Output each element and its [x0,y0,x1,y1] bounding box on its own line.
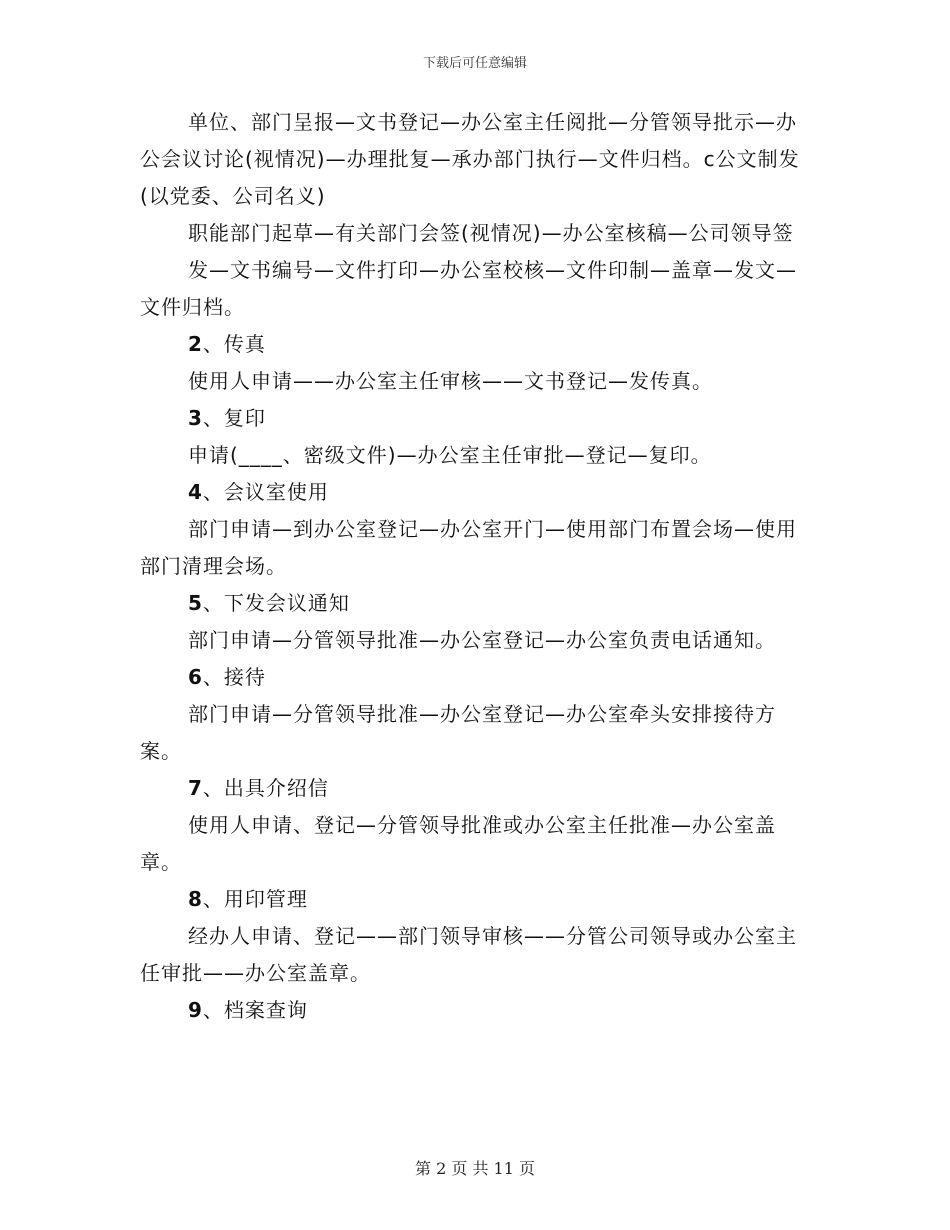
section-title: 、传真 [202,332,266,356]
paragraph-copy-flow: 申请(____、密级文件)—办公室主任审批—登记—复印。 [188,443,712,467]
section-heading-copy [140,400,810,437]
section-heading-archive-query [140,992,810,1029]
section-number: 8 [188,887,203,911]
paragraph-meeting-room-flow: 部门申请—到办公室登记—办公室开门—使用部门布置会场—使用部门清理会场。 [140,517,797,578]
section-heading-meeting-room [140,474,810,511]
section-heading-introduction-letter [140,770,810,807]
section-title: 、复印 [202,406,266,430]
section-number: 2 [188,332,203,356]
section-heading-seal-management [140,881,810,918]
section-title: 、出具介绍信 [202,776,329,800]
paragraph-meeting-notice-flow: 部门申请—分管领导批准—办公室登记—办公室负责电话通知。 [188,628,776,652]
section-number: 7 [188,776,203,800]
paragraph-document-flow: 单位、部门呈报—文书登记—办公室主任阅批—分管领导批示—办公会议讨论(视情况)—办理批复—承办部门执行—文件归档。c公文制发(以党委、公司名义) [140,110,800,208]
section-number: 4 [188,480,203,504]
section-title: 、下发会议通知 [202,591,350,615]
section-number: 6 [188,665,203,689]
paragraph-issuing-flow: 发—文书编号—文件打印—办公室校核—文件印制—盖章—发文—文件归档。 [140,258,797,319]
page-number-footer: 第 2 页 共 11 页 [415,1159,535,1178]
section-heading-reception [140,659,810,696]
section-number: 5 [188,591,203,615]
paragraph-drafting-flow: 职能部门起草—有关部门会签(视情况)—办公室核稿—公司领导签 [188,221,794,245]
section-number: 3 [188,406,203,430]
paragraph-reception-flow: 部门申请—分管领导批准—办公室登记—办公室牵头安排接待方案。 [140,702,776,763]
document-body [140,104,810,1029]
page-header-note: 下载后可任意编辑 [422,56,527,71]
paragraph-seal-management-flow: 经办人申请、登记——部门领导审核——分管公司领导或办公室主任审批——办公室盖章。 [140,924,797,985]
paragraph-fax-flow: 使用人申请——办公室主任审核——文书登记—发传真。 [188,369,713,393]
section-heading-fax [140,326,810,363]
section-title: 、接待 [202,665,266,689]
section-title: 、用印管理 [202,887,308,911]
paragraph-introduction-letter-flow: 使用人申请、登记—分管领导批准或办公室主任批准—办公室盖章。 [140,813,776,874]
section-title: 、档案查询 [202,998,308,1022]
section-number: 9 [188,998,203,1022]
section-title: 、会议室使用 [202,480,329,504]
section-heading-meeting-notice [140,585,810,622]
